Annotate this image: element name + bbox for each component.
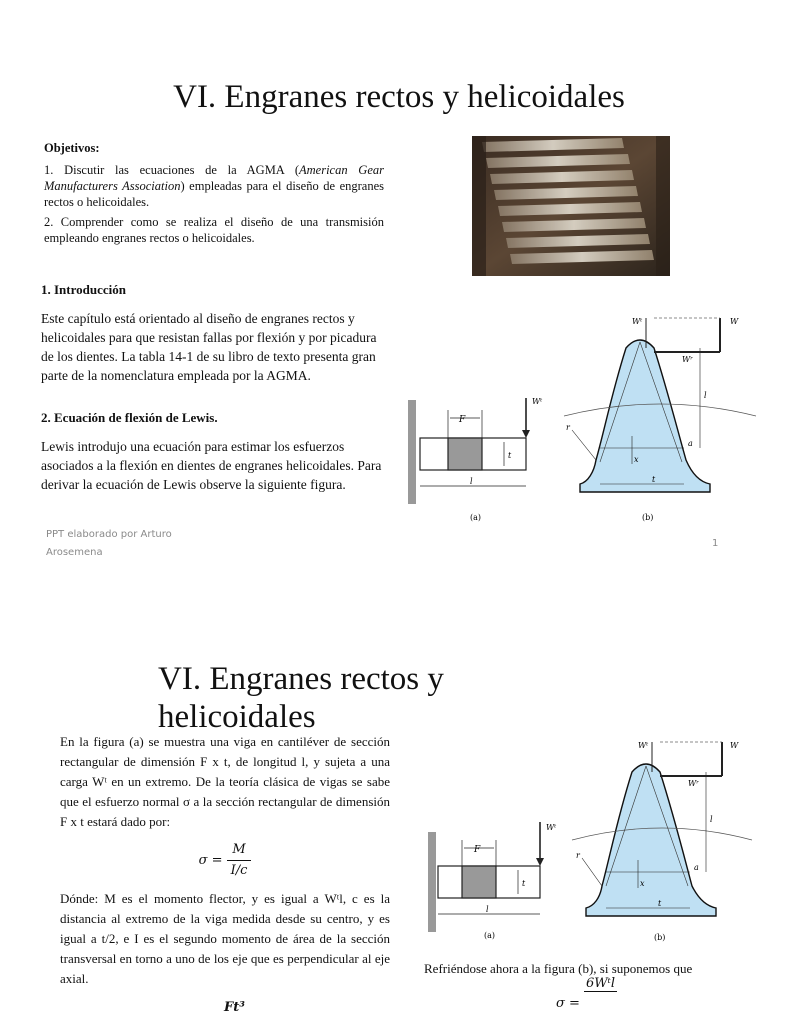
svg-text:t: t <box>522 879 526 888</box>
label-Wt-b: Wᵗ <box>632 317 643 326</box>
label-t: t <box>508 451 512 460</box>
objective-2: 2. Comprender como se realiza el diseño de una transmisión empleando engranes rectos o helicoidales. <box>44 215 384 245</box>
label-Wt: Wᵗ <box>532 397 543 406</box>
label-t-b: t <box>652 475 656 484</box>
svg-text:Wʳ: Wʳ <box>688 779 699 788</box>
slide-title: VI. Engranes rectos y helicoidales <box>158 661 444 735</box>
objectives-heading: Objetivos: <box>44 141 100 155</box>
svg-text:Wᵗ: Wᵗ <box>546 823 557 832</box>
label-F: F <box>459 415 466 425</box>
svg-text:l: l <box>486 905 489 914</box>
label-Wr: Wʳ <box>682 355 693 364</box>
svg-text:(a): (a) <box>484 931 496 940</box>
svg-text:(b): (b) <box>654 933 666 942</box>
slide-2 <box>0 632 768 1024</box>
figure-b-gear-tooth-2 <box>572 736 752 948</box>
svg-text:r: r <box>576 851 580 860</box>
svg-text:W: W <box>730 741 739 750</box>
label-a: a <box>688 439 693 448</box>
equation-inertia-numerator: Ft³ <box>224 1000 245 1015</box>
objective-1: 1. Discutir las ecuaciones de la AGMA (American Gear Manufacturers Association) empleadas para el diseño de engranes rectos o helicoidales. <box>44 163 384 209</box>
svg-text:t: t <box>658 899 662 908</box>
paragraph-2: Dónde: M es el momento flector, y es igual a Wᵗl, c es la distancia al extremo de la viga medida desde su centro, y es igual a t/2, e I es el segundo momento de área de la sección transversal en torno a uno de los eje que es perpendicular al eje axial. <box>60 891 390 986</box>
helical-gear-photo <box>472 136 670 276</box>
equation-lewis-numerator: 6Wᵗl <box>586 976 615 991</box>
figure-b-gear-tooth <box>560 312 760 526</box>
slide-title: VI. Engranes rectos y helicoidales <box>173 79 625 115</box>
label-rf: r <box>566 423 570 432</box>
section-text: Lewis introdujo una ecuación para estimar los esfuerzos asociados a la flexión en dientes de engranes helicoidales. Para derivar la ecuación de Lewis observe la siguiente figura. <box>41 439 382 492</box>
figure-a-cantilever <box>404 390 564 530</box>
label-l: l <box>470 477 473 486</box>
figure-b-reference-text: Refriéndose ahora a la figura (b), si suponemos que <box>424 961 693 976</box>
section-heading: 2. Ecuación de flexión de Lewis. <box>41 410 218 425</box>
equation-sigma: σ = $\frac{M}{I/c}$ <box>60 840 390 881</box>
section-heading: 1. Introducción <box>41 282 126 297</box>
section-text: Este capítulo está orientado al diseño de engranes rectos y helicoidales para que resistan fallas por flexión y por picadura de los dientes. La tabla 14-1 de su libro de texto presenta gran parte de la nomenclatura empleada por la AGMA. <box>41 311 377 383</box>
label-l-b: l <box>704 391 707 400</box>
svg-text:a: a <box>694 863 699 872</box>
svg-text:F: F <box>474 845 481 855</box>
caption-a: (a) <box>470 513 482 522</box>
label-x: x <box>634 455 639 464</box>
figure-a-cantilever-2 <box>420 812 570 942</box>
svg-text:x: x <box>640 879 645 888</box>
svg-text:l: l <box>710 815 713 824</box>
caption-b: (b) <box>642 513 654 522</box>
section-introduction <box>41 280 389 385</box>
equation-lewis-lhs: σ = <box>556 996 580 1011</box>
footer-author: PPT elaborado por Arturo Arosemena <box>46 529 172 558</box>
paragraph-1: En la figura (a) se muestra una viga en cantiléver de sección rectangular de dimensión F x t, de longitud l, y sujeta a una carga Wᵗ en un extremo. De la teoría clásica de vigas se sabe que el esfuerzo normal σ a la sección rectangular de dimensión F x t estará dado por: <box>60 734 390 829</box>
section-lewis <box>41 408 389 494</box>
slide-2-body <box>60 732 390 989</box>
svg-text:Wᵗ: Wᵗ <box>638 741 649 750</box>
label-W: W <box>730 317 739 326</box>
objectives <box>44 140 384 250</box>
page-number: 1 <box>712 538 719 549</box>
